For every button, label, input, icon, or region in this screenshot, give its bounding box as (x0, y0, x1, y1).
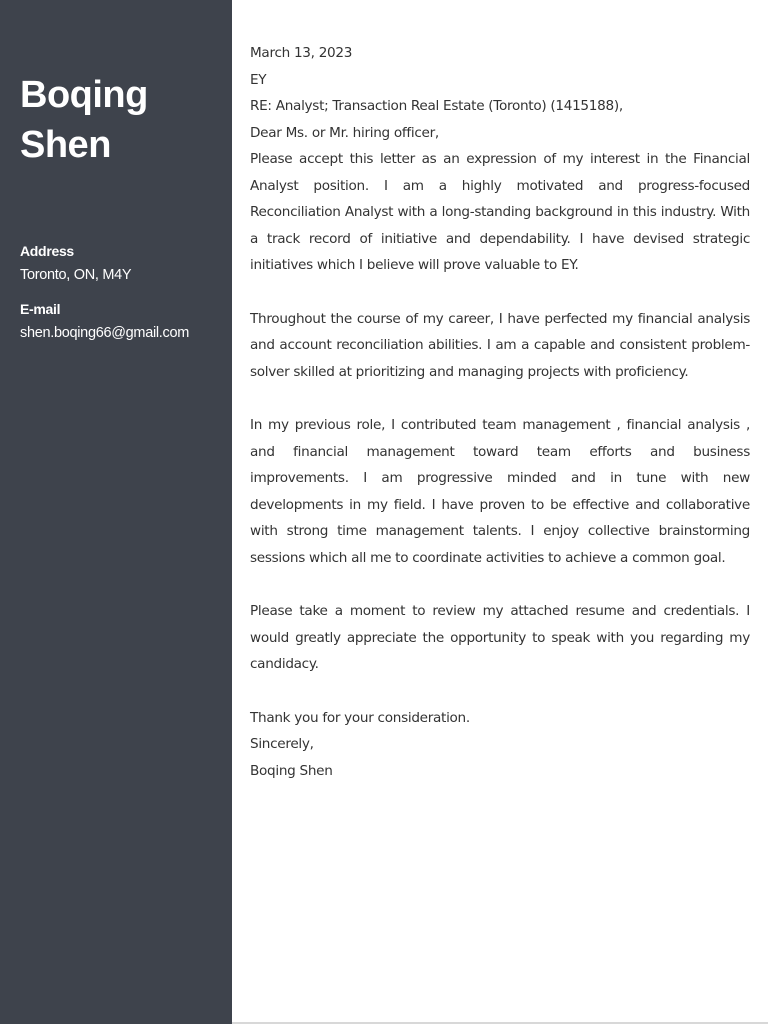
body-paragraph-1: Please accept this letter as an expression of my interest in the Financial Analyst position. I am a highly motivated and progress-focused Reconciliation Analyst with a long-standing background in this industry. With a track record of initiative and dependability. I have devised strategic initiatives which I believe will prove valuable to EY. (250, 151, 750, 273)
body-paragraph-3: In my previous role, I contributed team management , financial analysis , and financial management toward team efforts and business improvements. I am progressive minded and in tune with new developments in my field. I have proven to be effective and collaborative with strong time management talents. I enjoy collective brainstorming sessions which all me to coordinate activities to achieve a common goal. (250, 417, 750, 566)
body-paragraph-2: Throughout the course of my career, I have perfected my financial analysis and account reconciliation abilities. I am a capable and consistent problem-solver skilled at prioritizing and managing projects with proficiency. (250, 310, 750, 380)
contact-info (20, 242, 232, 342)
recipient-company: EY (250, 71, 267, 88)
signoff: Sincerely, (250, 736, 314, 752)
email-group (20, 300, 232, 342)
salutation: Dear Ms. or Mr. hiring officer, (250, 124, 439, 141)
applicant-last-name: Shen (20, 124, 111, 166)
applicant-first-name: Boqing (20, 74, 148, 116)
body-paragraph-4: Please take a moment to review my attached resume and credentials. I would greatly appreciate the opportunity to speak with you regarding my candidacy. (250, 603, 750, 672)
letter-date: March 13, 2023 (250, 45, 353, 61)
address-value: Toronto, ON, M4Y (20, 267, 132, 283)
email-value[interactable]: shen.boqing66@gmail.com (20, 325, 190, 341)
address-label: Address (20, 243, 74, 259)
applicant-name (20, 70, 232, 170)
address-group (20, 242, 232, 284)
signature-name: Boqing Shen (250, 762, 333, 779)
letter-body (232, 0, 768, 1024)
closing-thanks: Thank you for your consideration. (250, 709, 470, 726)
sidebar (0, 0, 232, 1024)
subject-line: RE: Analyst; Transaction Real Estate (Toronto) (1415188), (250, 98, 623, 114)
email-label: E-mail (20, 301, 61, 317)
